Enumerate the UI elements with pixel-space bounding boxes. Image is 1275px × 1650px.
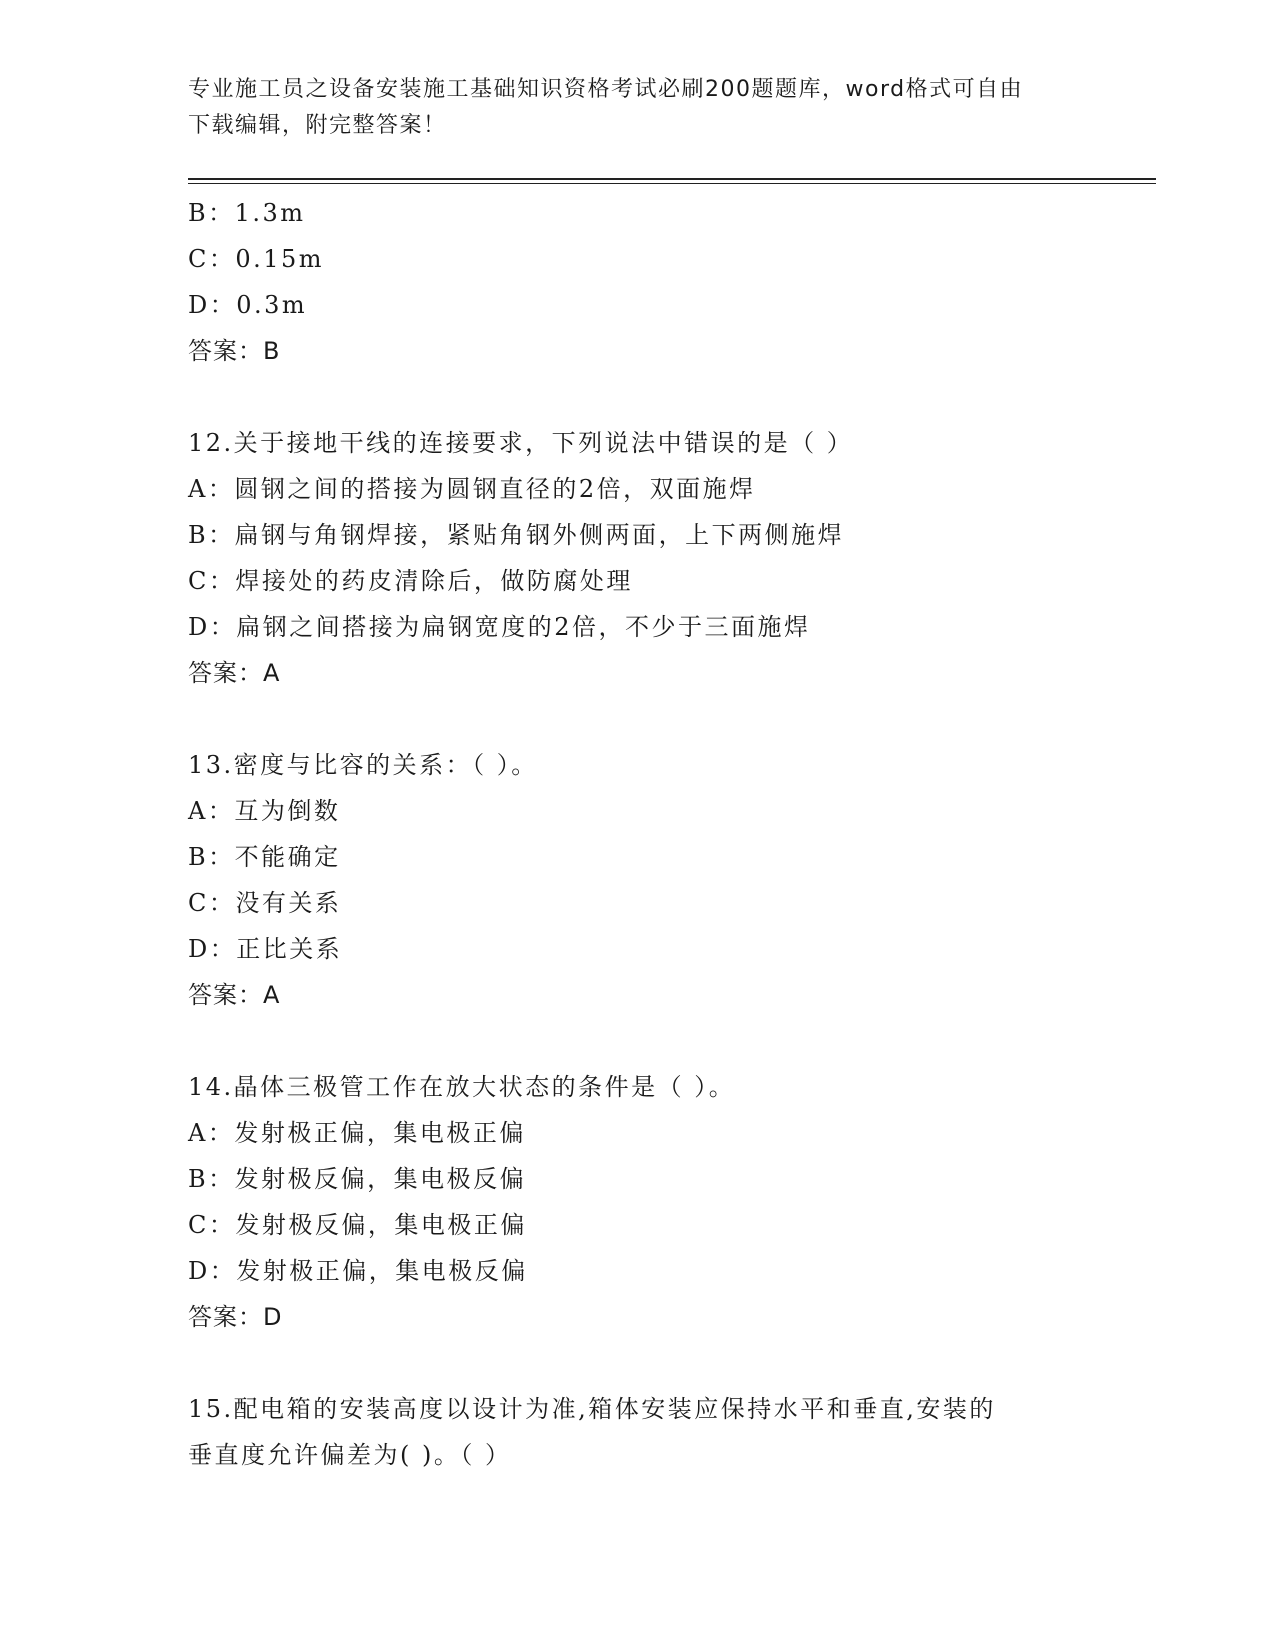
header-line-1: 专业施工员之设备安装施工基础知识资格考试必刷200题题库，word格式可自由 <box>188 77 1024 102</box>
option-b: B：发射极反偏，集电极反偏 <box>188 1165 527 1193</box>
spacer <box>188 1018 1148 1064</box>
answer-line: 答案：A <box>188 659 281 687</box>
option-b: B：扁钢与角钢焊接，紧贴角钢外侧两面，上下两侧施焊 <box>188 521 845 549</box>
option-d: D：0.3m <box>188 291 308 319</box>
answer-line: 答案：A <box>188 981 281 1009</box>
answer-line: 答案：D <box>188 1303 283 1331</box>
option-d: D：正比关系 <box>188 935 343 963</box>
document-header <box>188 72 1088 144</box>
question-14 <box>188 1064 1148 1340</box>
answer-line: 答案：B <box>188 337 281 365</box>
option-c: C：0.15m <box>188 245 325 273</box>
option-b: B：1.3m <box>188 199 306 227</box>
question-13 <box>188 742 1148 1018</box>
option-b: B：不能确定 <box>188 843 341 871</box>
header-divider-thin <box>188 183 1156 184</box>
option-c: C：发射极反偏，集电极正偏 <box>188 1211 527 1239</box>
header-line-2: 下载编辑，附完整答案！ <box>188 113 447 138</box>
question-text: 14.晶体三极管工作在放大状态的条件是（ ）。 <box>188 1073 736 1101</box>
option-a: A：互为倒数 <box>188 797 341 825</box>
option-d: D：扁钢之间搭接为扁钢宽度的2倍，不少于三面施焊 <box>188 613 811 641</box>
question-text <box>188 1386 1088 1478</box>
option-c: C：焊接处的药皮清除后，做防腐处理 <box>188 567 633 595</box>
question-text: 13.密度与比容的关系：（ ）。 <box>188 751 538 779</box>
question-15 <box>188 1386 1148 1478</box>
spacer <box>188 374 1148 420</box>
question-12 <box>188 420 1148 696</box>
option-a: A：圆钢之间的搭接为圆钢直径的2倍，双面施焊 <box>188 475 756 503</box>
question-11-tail <box>188 190 1148 374</box>
option-d: D：发射极正偏，集电极反偏 <box>188 1257 528 1285</box>
spacer <box>188 1340 1148 1386</box>
option-c: C：没有关系 <box>188 889 342 917</box>
header-divider-thick <box>188 178 1156 180</box>
spacer <box>188 696 1148 742</box>
question-list <box>188 190 1148 1478</box>
question-text: 12.关于接地干线的连接要求，下列说法中错误的是（ ） <box>188 429 854 457</box>
question-text-line-1: 15.配电箱的安装高度以设计为准,箱体安装应保持水平和垂直,安装的 <box>188 1395 996 1423</box>
option-a: A：发射极正偏，集电极正偏 <box>188 1119 526 1147</box>
question-text-line-2: 垂直度允许偏差为( )。（ ） <box>188 1441 512 1469</box>
